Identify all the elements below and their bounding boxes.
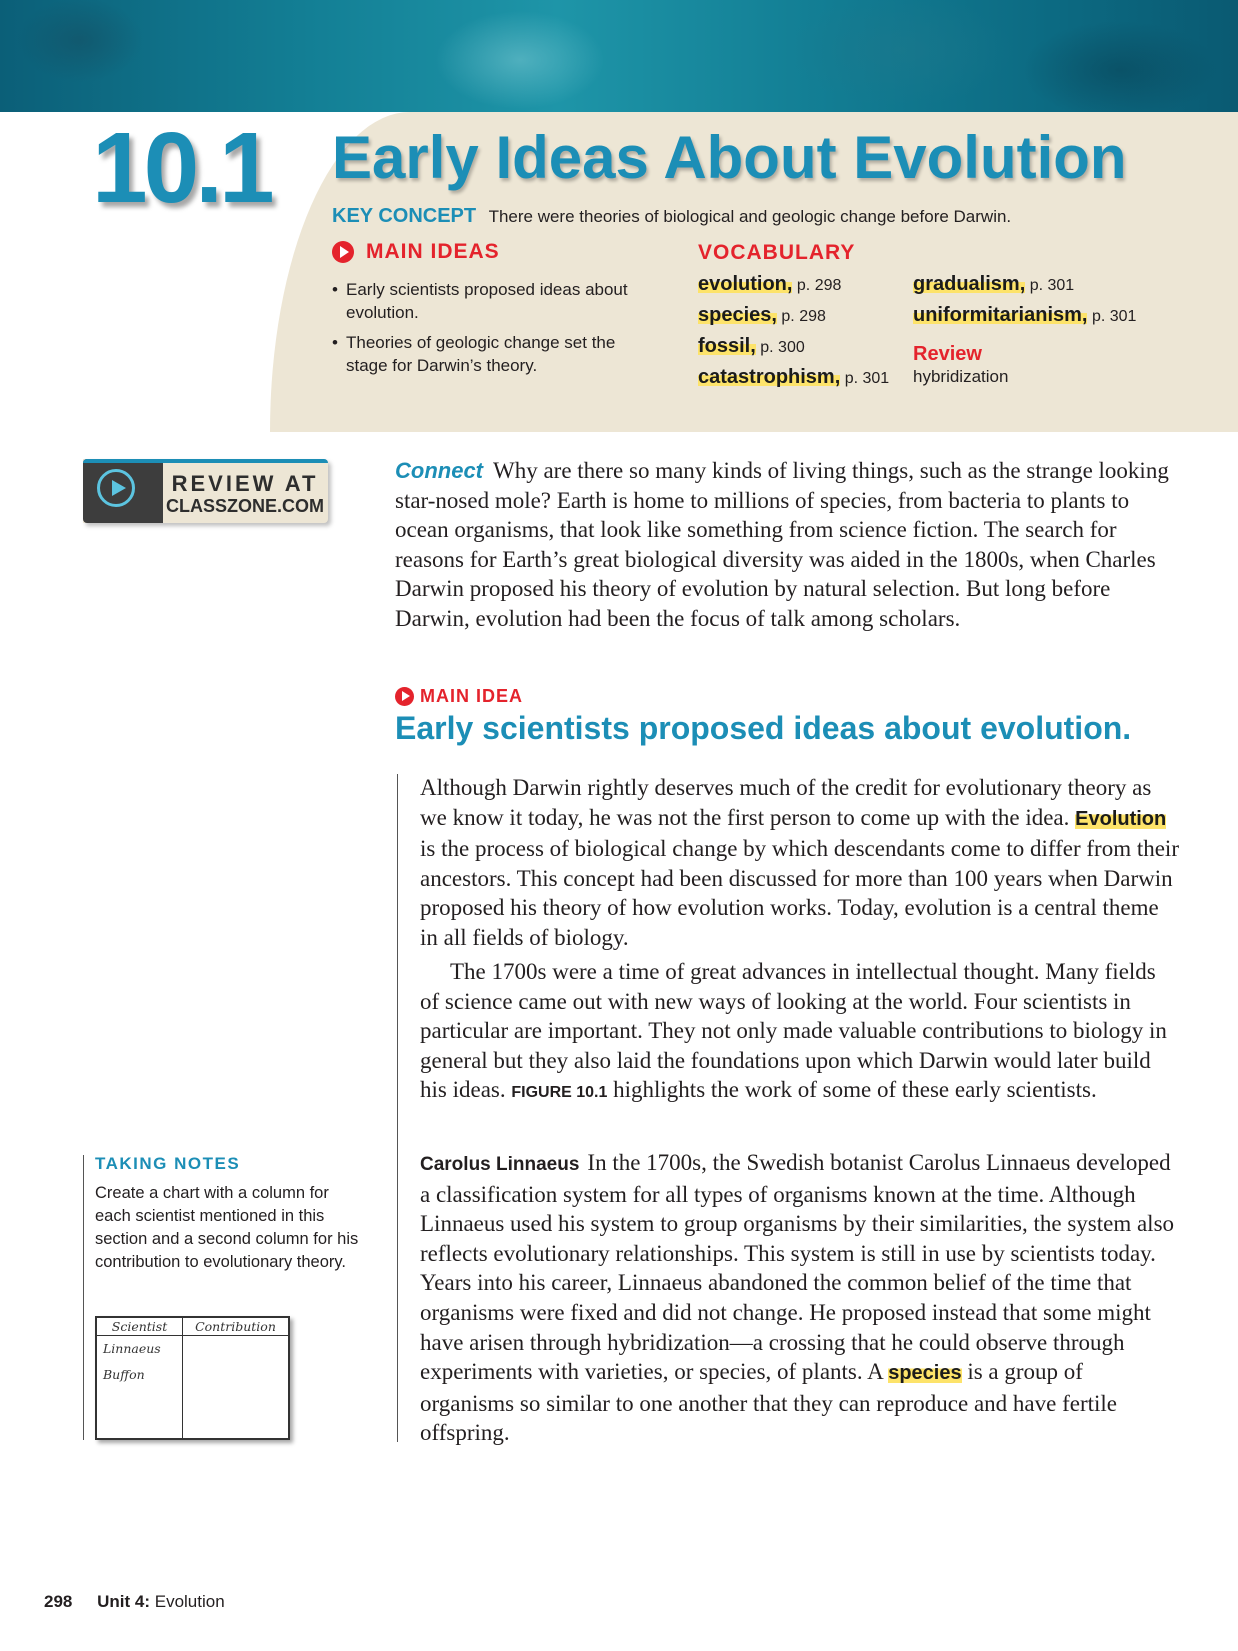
chart-row: Buffon xyxy=(103,1367,145,1382)
main-idea-heading: Early scientists proposed ideas about evolution. xyxy=(395,710,1132,746)
connect-label: Connect xyxy=(395,458,483,483)
vocab-page: p. 301 xyxy=(1029,277,1075,294)
vocab-item xyxy=(698,335,889,366)
vocab-item xyxy=(913,273,1136,304)
body-margin-rule xyxy=(397,774,398,1442)
vocab-page: p. 300 xyxy=(760,339,805,356)
review-label: Review xyxy=(913,343,982,365)
main-ideas-heading xyxy=(332,240,500,264)
vocab-page: p. 298 xyxy=(781,308,826,325)
vocab-item xyxy=(913,304,1136,335)
arrow-bullet-icon xyxy=(395,687,414,706)
page-title: Early Ideas About Evolution xyxy=(332,124,1127,191)
section-number: 10.1 xyxy=(92,112,271,224)
main-idea-item: • Theories of geologic change set the stage for Darwin’s theory. xyxy=(332,331,652,377)
main-idea-label-text: MAIN IDEA xyxy=(420,686,523,706)
text-run: highlights the work of some of these early scientists. xyxy=(613,1077,1097,1103)
classzone-stripe xyxy=(83,459,328,463)
vocab-term: fossil, xyxy=(698,335,756,357)
vocabulary-column xyxy=(698,273,889,397)
vocab-item xyxy=(698,273,889,304)
text-run: The 1700s were a time of great advances in intellectual thought. Many fields of science came out with new ways of looking at the world. Four scientists in particular are important. They not only made valuable contributions to biology in general but they also laid the foundations upon which Darwin would later build his ideas. xyxy=(420,959,1167,1103)
arrow-bullet-icon xyxy=(332,241,354,263)
body-paragraph xyxy=(420,957,1180,1108)
vocabulary-column xyxy=(913,273,1136,387)
unit-title: Evolution xyxy=(154,1592,225,1611)
chart-divider xyxy=(97,1335,288,1336)
body-paragraph xyxy=(420,1148,1180,1448)
vocab-term: evolution, xyxy=(698,273,793,295)
vocab-highlight: Evolution xyxy=(1075,807,1167,830)
classzone-review-button[interactable] xyxy=(83,459,328,523)
chart-row: Linnaeus xyxy=(103,1341,161,1356)
vocab-term: uniformitarianism, xyxy=(913,304,1088,326)
vocab-item xyxy=(698,304,889,335)
taking-notes-heading: TAKING NOTES xyxy=(95,1154,241,1173)
vocab-page: p. 301 xyxy=(1091,308,1137,325)
taking-notes-rule xyxy=(83,1155,84,1440)
main-ideas-label: MAIN IDEAS xyxy=(366,240,500,263)
key-concept xyxy=(332,205,1011,228)
vocab-item xyxy=(698,366,889,397)
body-paragraph xyxy=(420,773,1180,953)
main-idea-item: • Early scientists proposed ideas about evolution. xyxy=(332,278,652,324)
vocabulary-heading: VOCABULARY xyxy=(698,241,856,264)
taking-notes-text: Create a chart with a column for each scientist mentioned in this section and a second column for his contribution to evolutionary theory. xyxy=(95,1184,359,1271)
page-number: 298 xyxy=(44,1592,73,1611)
vocab-highlight: species xyxy=(888,1362,962,1385)
text-run: is a group of organisms so similar to one another that they can reproduce and have fertile offspring. xyxy=(420,1359,1118,1446)
text-run: is the process of biological change by which descendants come to differ from their ancestors. This concept had been discussed for more than 100 years when Darwin proposed his theory of how evolution works. Today, evolution is a central theme in all fields of biology. xyxy=(420,836,1179,950)
notes-chart xyxy=(95,1316,290,1440)
key-concept-label: KEY CONCEPT xyxy=(332,205,477,227)
chart-header-contribution: Contribution xyxy=(195,1319,276,1334)
connect-paragraph xyxy=(395,456,1175,634)
vocab-term: gradualism, xyxy=(913,273,1026,295)
chart-divider xyxy=(182,1318,183,1438)
classzone-icon-box xyxy=(83,459,163,523)
vocab-term: species, xyxy=(698,304,777,326)
unit-label: Unit 4: xyxy=(97,1592,150,1611)
vocab-page: p. 298 xyxy=(796,277,842,294)
figure-reference: FIGURE 10.1 xyxy=(511,1084,608,1102)
vocab-term: catastrophism, xyxy=(698,366,841,388)
chart-header-scientist: Scientist xyxy=(111,1319,168,1334)
key-concept-text: There were theories of biological and geologic change before Darwin. xyxy=(488,207,1012,226)
main-idea-label xyxy=(395,686,523,707)
classzone-line1: REVIEW AT xyxy=(171,471,319,496)
fossil-banner-image xyxy=(0,0,1238,112)
play-icon xyxy=(97,469,135,507)
review-term: hybridization xyxy=(913,367,1009,386)
classzone-line2: CLASSZONE.COM xyxy=(165,496,324,516)
text-run: Although Darwin rightly deserves much of the credit for evolutionary theory as we know it today, he was not the first person to come up with the idea. xyxy=(420,775,1152,830)
connect-text: Why are there so many kinds of living things, such as the strange looking star-nosed mole? Earth is home to millions of species, from bacteria to plants to ocean organisms, that look like something from science fiction. The search for reasons for Earth’s great biological diversity was aided in the 1800s, when Charles Darwin proposed his theory of evolution by natural selection. But long before Darwin, evolution had been the focus of talk among scholars. xyxy=(395,458,1169,631)
vocab-page: p. 301 xyxy=(844,370,890,387)
run-in-heading: Carolus Linnaeus xyxy=(420,1154,580,1175)
main-ideas-list xyxy=(332,278,652,384)
text-run: In the 1700s, the Swedish botanist Carolus Linnaeus developed a classification system for all types of organisms known at the time. Although Linnaeus used his system to group organisms by their similarities, the system also reflects evolutionary relationships. This system is still in use by scientists today. Years into his career, Linnaeus abandoned the common belief of the time that organisms were fixed and did not change. He proposed instead that some might have arisen through hybridization—a crossing that he could observe through experiments with varieties, or species, of plants. A xyxy=(420,1150,1175,1385)
page-footer xyxy=(44,1592,225,1612)
